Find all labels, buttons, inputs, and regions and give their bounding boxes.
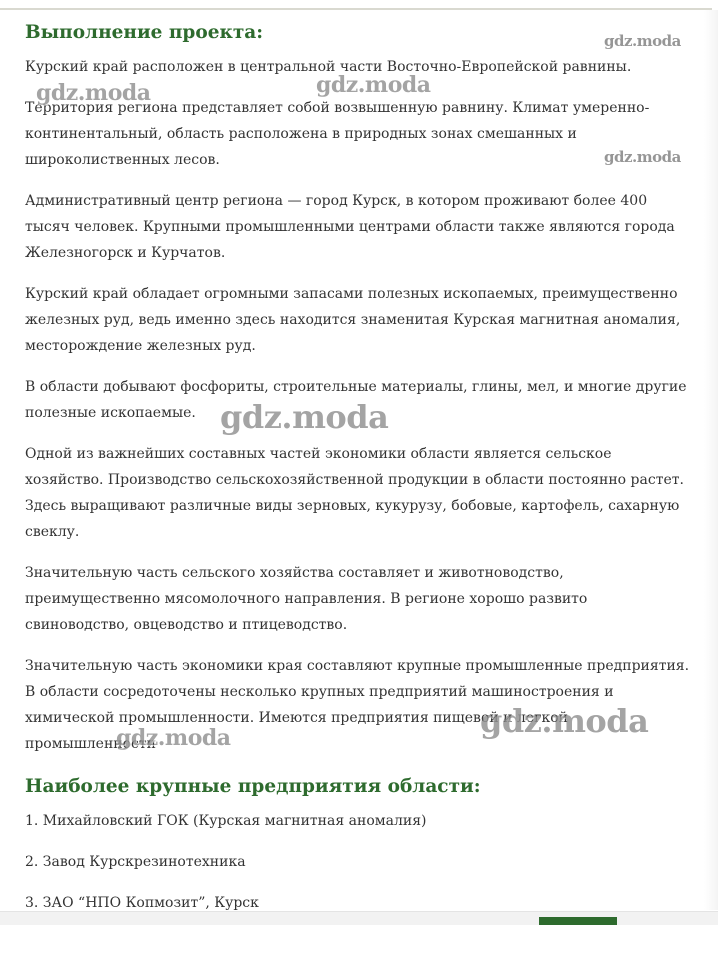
paragraph-industry: Значительную часть экономики края составляют крупные промышленные предприятия. В области сосредоточены несколько крупных предприятий машиностроения и химической промышленности. Имеются предприятия пищевой и легкой промышленности [25,658,690,752]
watermark-logo: gdz.moda [220,398,389,436]
right-edge-shade [704,10,718,910]
paragraph-location: Курский край расположен в центральной части Восточно-Европейской равнины. [25,59,632,75]
paragraph-climate: Территория региона представляет собой возвышенную равнину. Климат умеренно-континентальный, область расположена в природных зонах смешанных и широколиственных лесов. [25,100,650,168]
paragraph-livestock: Значительную часть сельского хозяйства составляет и животноводство, преимущественно мясомолочного направления. В регионе хорошо развито свиноводство, овцеводство и птицеводство. [25,565,588,633]
paragraph-mining: В области добывают фосфориты, строительные материалы, глины, мел, и многие другие полезные ископаемые. [25,379,687,421]
watermark-logo: gdz.moda [480,702,649,740]
watermark-logo: gdz.moda [604,32,681,50]
page-bottom [0,925,718,959]
paragraph-agriculture: Одной из важнейших составных частей экономики области является сельское хозяйство. Производство сельскохозяйственной продукции в области постоянно растет. Здесь выращивают различные виды зерновых, кукурузу, бобовые, картофель, сахарную свеклу. [25,446,684,540]
list-item: 3. ЗАО “НПО Копмозит”, Курск [25,895,259,911]
list-item: 2. Завод Курскрезинотехника [25,854,246,870]
top-divider [0,8,712,10]
watermark-logo: gdz.moda [36,80,151,106]
enterprise-list [25,808,690,916]
heading-enterprises: Наиболее крупные предприятия области: [25,776,481,797]
paragraph-resources: Курский край обладает огромными запасами полезных ископаемых, преимущественно железных руд, ведь именно здесь находится знаменитая Курская магнитная аномалия, месторождение железных руд. [25,286,681,354]
paragraph-admin-center: Административный центр региона — город Курск, в котором проживают более 400 тысяч человек. Крупными промышленными центрами области также являются города Железногорск и Курчатов. [25,193,675,261]
article-content [25,18,690,931]
watermark-logo: gdz.moda [316,72,431,98]
watermark-logo: gdz.moda [116,725,231,751]
heading-project: Выполнение проекта: [25,22,264,43]
list-item: 1. Михайловский ГОК (Курская магнитная аномалия) [25,813,427,829]
watermark-logo: gdz.moda [604,148,681,166]
